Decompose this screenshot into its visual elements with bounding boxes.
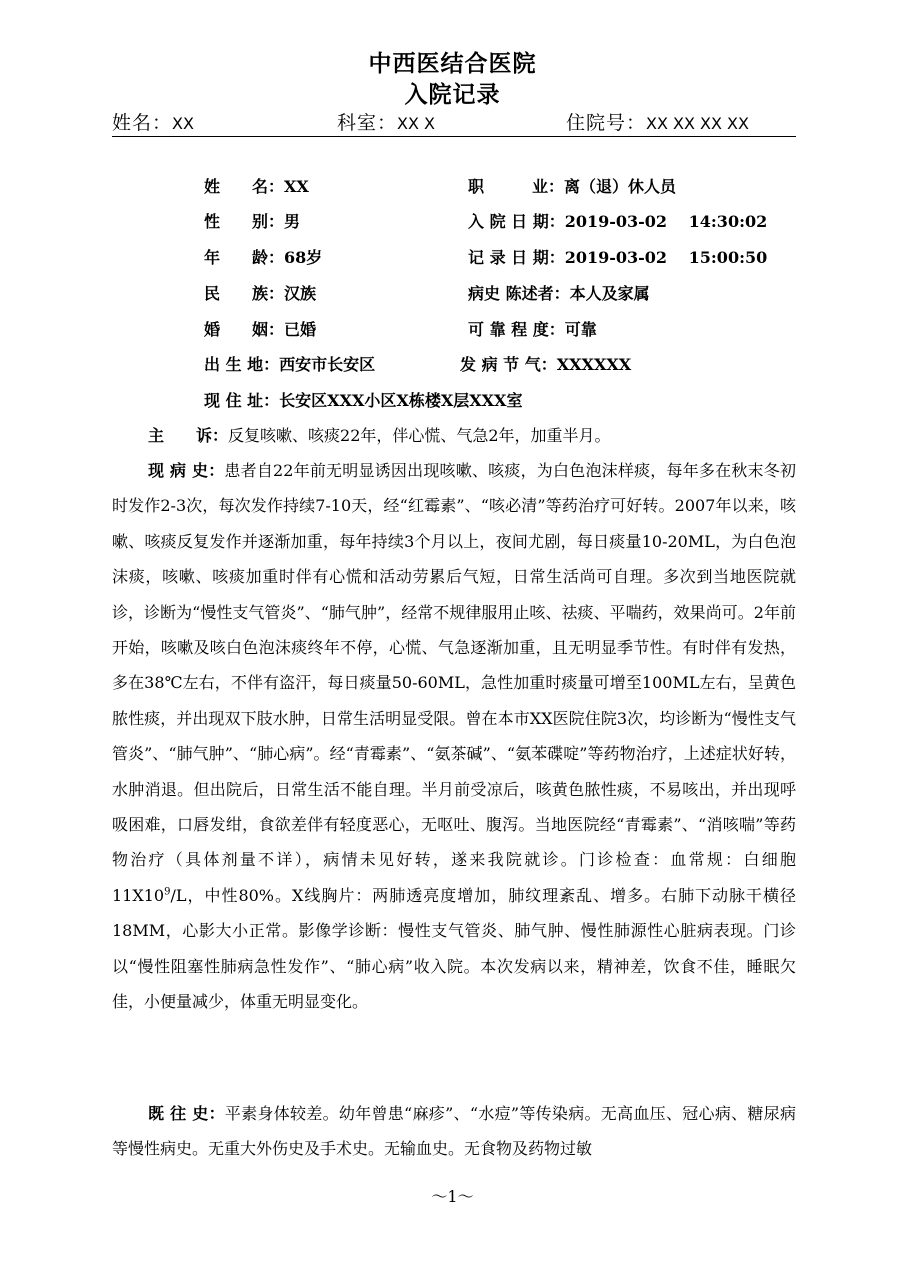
info-admission-date-label: 入 院 日 期：: [468, 212, 565, 231]
document-title: 入院记录: [404, 81, 501, 108]
past-history-label: 既 往 史：: [148, 1104, 225, 1123]
info-history-narrator: [468, 281, 650, 304]
info-sex-value: 男: [284, 212, 301, 231]
info-occupation-value: 离（退）休人员: [564, 177, 677, 196]
info-solar-term-label: 发 病 节 气：: [460, 355, 557, 374]
chief-complaint: [112, 418, 796, 453]
header-department-label: 科室：: [337, 112, 398, 134]
info-marital-status-value: 已婚: [284, 320, 317, 339]
info-occupation: [468, 174, 676, 197]
info-marital-status-label: 婚 姻：: [204, 320, 285, 339]
header-admission-number-label: 住院号：: [566, 112, 647, 134]
info-occupation-label: 职 业：: [468, 177, 565, 196]
present-illness-label: 现 病 史：: [148, 461, 225, 480]
header-admission-number-value: XX XX XX XX: [646, 114, 749, 133]
info-sex-label: 性 别：: [204, 212, 285, 231]
header-name-value: XX: [172, 114, 194, 133]
header-department: [337, 108, 435, 135]
info-name: [204, 174, 309, 197]
info-age-value: 68岁: [284, 248, 323, 267]
info-history-narrator-label: 病史 陈述者：: [468, 284, 570, 303]
past-history: [112, 1096, 796, 1167]
header-divider: [112, 136, 796, 137]
info-solar-term: [460, 352, 631, 375]
info-age-label: 年 龄：: [204, 248, 285, 267]
info-ethnicity: [204, 281, 316, 304]
header-department-value: XX X: [397, 114, 435, 133]
info-birthplace-value: 西安市长安区: [279, 355, 376, 374]
info-admission-date: [468, 209, 767, 232]
info-ethnicity-value: 汉族: [284, 284, 317, 303]
hospital-name: 中西医结合医院: [368, 50, 537, 77]
info-name-value: XX: [284, 177, 309, 196]
info-record-date-value: 2019-03-02 15:00:50: [564, 248, 768, 267]
info-history-narrator-value: 本人及家属: [569, 284, 650, 303]
info-address-label: 现 住 址：: [204, 391, 280, 410]
present-illness-text-b: /L，中性80%。X线胸片：两肺透亮度增加，肺纹理紊乱、增多。右肺下动脉干横径18MM，心影大小正常。影像学诊断：慢性支气管炎、肺气肿、慢性肺源性心脏病表现。门诊以“慢性阻塞性肺病急性发作”、“肺心病”收入院。本次发病以来，精神差，饮食不佳，睡眠欠佳，小便量减少，体重无明显变化。: [112, 885, 796, 1012]
info-solar-term-value: XXXXXX: [556, 355, 632, 374]
header-name: [112, 108, 194, 135]
info-name-label: 姓 名：: [204, 177, 285, 196]
info-age: [204, 245, 322, 268]
present-illness-text-a: 患者自22年前无明显诱因出现咳嗽、咳痰，为白色泡沫样痰，每年多在秋末冬初时发作2-3次，每次发作持续7-10天，经“红霉素”、“咳必清”等药治疗可好转。2007年以来，咳嗽、咳痰反复发作并逐渐加重，每年持续3个月以上，夜间尤剧，每日痰量10-20ML，为白色泡沫痰，咳嗽、咳痰加重时伴有心慌和活动劳累后气短，日常生活尚可自理。多次到当地医院就诊，诊断为“慢性支气管炎”、“肺气肿”，经常不规律服用止咳、祛痰、平喘药，效果尚可。2年前开始，咳嗽及咳白色泡沫痰终年不停，心慌、气急逐渐加重，且无明显季节性。有时伴有发热，多在38℃左右，不伴有盗汗，每日痰量50-60ML，急性加重时痰量可增至100ML左右，呈黄色脓性痰，并出现双下肢水肿，日常生活明显受限。曾在本市XX医院住院3次，均诊断为“慢性支气管炎”、“肺气肿”、“肺心病”。经“青霉素”、“氨茶碱”、“氨苯碟啶”等药物治疗，上述症状好转，水肿消退。但出院后，日常生活不能自理。半月前受凉后，咳黄色脓性痰，不易咳出，并出现呼吸困难，口唇发绀，食欲差伴有轻度恶心，无呕吐、腹泻。当地医院经“青霉素”、“消咳喘”等药物治疗（具体剂量不详），病情未见好转，遂来我院就诊。门诊检查：血常规：白细胞11X10: [112, 461, 796, 905]
info-reliability-label: 可 靠 程 度：: [468, 320, 565, 339]
info-sex: [204, 209, 300, 232]
info-admission-date-value: 2019-03-02 14:30:02: [564, 212, 768, 231]
info-marital-status: [204, 317, 316, 340]
header-name-label: 姓名：: [112, 112, 173, 134]
chief-complaint-label: 主 诉：: [148, 426, 229, 445]
info-address: [204, 388, 522, 411]
info-address-value: 长安区XXX小区X栋楼X层XXX室: [279, 391, 523, 410]
info-reliability-value: 可靠: [564, 320, 597, 339]
info-reliability: [468, 317, 597, 340]
past-history-text: 平素身体较差。幼年曾患“麻疹”、“水痘”等传染病。无高血压、冠心病、糖尿病等慢性病史。无重大外伤史及手术史。无输血史。无食物及药物过敏: [112, 1104, 796, 1159]
info-birthplace-label: 出 生 地：: [204, 355, 280, 374]
page-number: ～1～: [431, 1187, 474, 1206]
info-birthplace: [204, 352, 375, 375]
present-illness-exponent: 9: [164, 886, 171, 898]
info-record-date-label: 记 录 日 期：: [468, 248, 565, 267]
chief-complaint-text: 反复咳嗽、咳痰22年，伴心慌、气急2年，加重半月。: [228, 426, 611, 445]
present-illness: [112, 453, 796, 1020]
info-record-date: [468, 245, 767, 268]
header-admission-number: [566, 108, 749, 135]
info-ethnicity-label: 民 族：: [204, 284, 285, 303]
